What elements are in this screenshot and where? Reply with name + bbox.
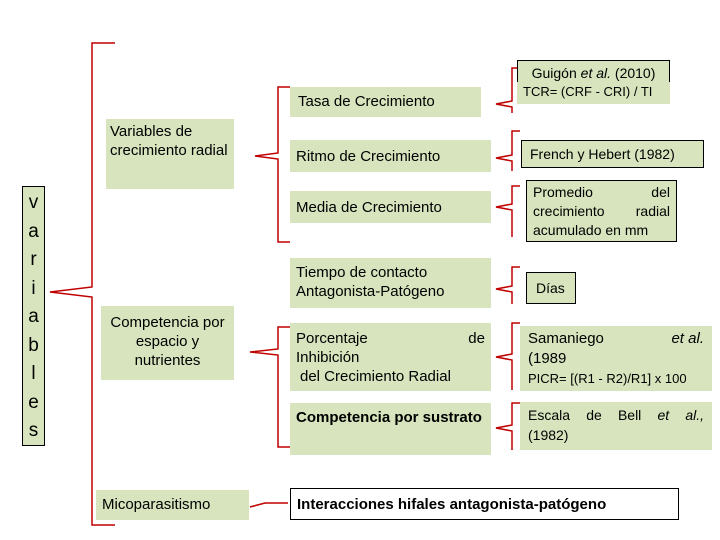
root-letter: l [31, 363, 36, 384]
root-letter: r [30, 249, 37, 270]
variable-sustrato [290, 403, 491, 455]
sustrato-ref-bracket [496, 403, 520, 450]
ref-guigon-author: Guigón [531, 65, 581, 81]
category-radial-label: Variables de crecimiento radial [110, 123, 228, 159]
ref-escala [520, 402, 712, 450]
variable-tasa [290, 87, 481, 117]
variable-porcentaje [290, 323, 491, 391]
ref-samaniego-year: (1989 [528, 350, 567, 367]
variable-tasa-label: Tasa de Crecimiento [298, 93, 435, 110]
ref-escala-text: Escala de Bell [528, 407, 658, 423]
root-letter: s [28, 420, 39, 441]
ref-escala-line1 [528, 405, 704, 425]
root-letter: a [28, 220, 39, 242]
variable-sustrato-label: Competencia por sustrato [296, 409, 482, 426]
variable-media-label: Media de Crecimiento [296, 199, 442, 216]
ritmo-ref-bracket [496, 131, 520, 171]
category-micoparasitismo-label: Micoparasitismo [102, 496, 211, 513]
radial-bracket [255, 87, 290, 242]
media-ref-bracket [496, 186, 520, 237]
ref-guigon-year: (2010) [611, 65, 656, 81]
ref-picr-formula-label: PICR= [(R1 - R2)/R1] x 100 [528, 371, 687, 386]
ref-promedio-label: Promedio del crecimiento radial acumulado en mm [533, 184, 670, 238]
variables-root-box [22, 186, 45, 446]
root-letter: b [28, 334, 39, 356]
category-competencia-label: Competencia por espacio y nutrientes [110, 314, 225, 369]
ref-french-label: French y Hebert (1982) [530, 146, 675, 162]
variable-interacciones [290, 488, 679, 520]
variable-tiempo-label: Tiempo de contacto Antagonista-Patógeno [296, 264, 445, 300]
micoparasitismo-connector [250, 503, 288, 507]
tiempo-ref-bracket [496, 267, 520, 304]
ref-dias [526, 272, 576, 304]
ref-escala-etal: et al., [657, 407, 704, 423]
variable-ritmo-label: Ritmo de Crecimiento [296, 148, 441, 165]
variable-porcentaje-line1: Porcentaje de [296, 330, 485, 347]
ref-tcr-formula [517, 82, 670, 104]
variable-porcentaje-line3: del Crecimiento Radial [300, 368, 451, 385]
variable-porcentaje-line2: Inhibición [296, 349, 360, 366]
ref-guigon-etal: et al. [580, 65, 612, 81]
porcentaje-ref-bracket [496, 323, 520, 390]
competencia-bracket [250, 327, 290, 447]
ref-picr-formula [520, 369, 712, 391]
ref-samaniego-etal: et al. [671, 330, 704, 347]
root-letter: a [28, 306, 39, 327]
main-bracket [50, 43, 115, 525]
root-letter: e [28, 391, 39, 413]
ref-dias-label: Días [536, 280, 565, 296]
variable-tiempo [290, 258, 491, 308]
ref-promedio [526, 180, 677, 242]
ref-samaniego [520, 326, 712, 370]
root-letter: v [28, 192, 39, 213]
variable-media [290, 191, 491, 223]
root-letter: i [31, 277, 36, 299]
ref-tcr-formula-label: TCR= (CRF - CRI) / TI [523, 84, 653, 99]
category-micoparasitismo [96, 490, 249, 520]
ref-escala-year: (1982) [528, 427, 569, 443]
category-radial [106, 119, 234, 189]
variable-ritmo [290, 140, 491, 172]
category-competencia [101, 306, 234, 380]
variable-interacciones-label: Interacciones hifales antagonista-patógeno [297, 496, 607, 513]
ref-french [521, 140, 704, 168]
ref-samaniego-author: Samaniego [528, 330, 604, 347]
